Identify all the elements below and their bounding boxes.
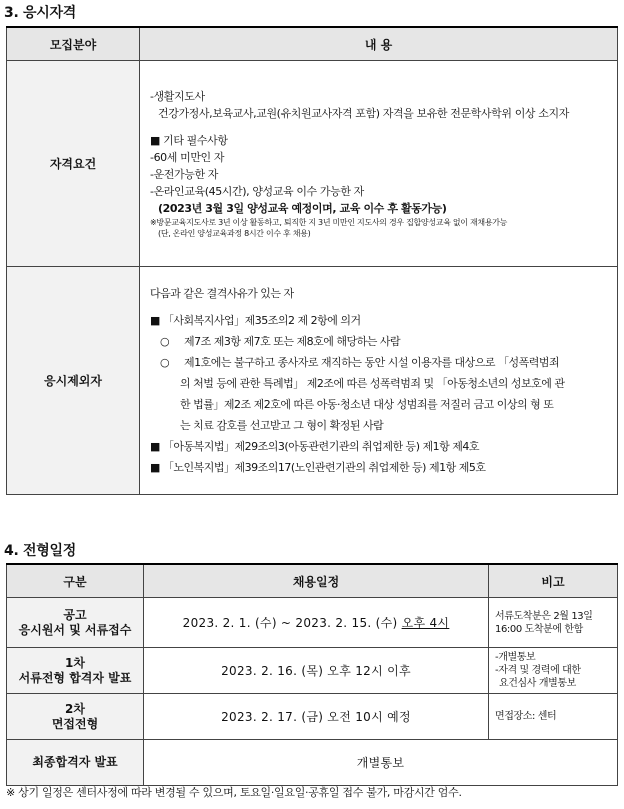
other-title: ■ 기타 필수사항 [150, 134, 228, 147]
row-announce-note-2: 16:00 도착분에 한함 [495, 623, 583, 635]
other-item-3: -온라인교육(45시간), 양성교육 이수 가능한 자 [150, 185, 364, 198]
exclusion-circle-2 [150, 352, 609, 373]
row-final-label: 최종합격자 발표 [7, 740, 144, 786]
row-first-note-3: 요건심사 개별통보 [499, 678, 576, 689]
row-second-note: 면접장소: 센터 [489, 694, 618, 740]
row-announce-label-2: 응시원서 및 서류접수 [18, 622, 132, 637]
circle-2-line-3: 한 법률」제2조 제2호에 따른 아동·청소년 대상 성범죄를 저질러 금고 이상의 형 또 [180, 398, 554, 411]
sched-header-category: 구분 [7, 564, 144, 598]
small-note-1: ※방문교육지도사로 3년 이상 활동하고, 퇴직한 지 3년 미만인 지도사의 경우 집합양성교육 없이 재채용가능 [150, 218, 508, 227]
row-announce-note [489, 598, 618, 648]
row-second-label-2: 면접전형 [51, 716, 99, 731]
bold-note: (2023년 3월 3일 양성교육 예정이며, 교육 이수 후 활동가능) [158, 202, 447, 215]
qualification-content [140, 61, 618, 267]
row-announce-label [7, 598, 144, 648]
qual-line-2: 건강가정사,보육교사,교원(유치원교사자격 포함) 자격을 보유한 전문학사학위 이상 소지자 [158, 107, 569, 120]
section3-title: 3. 응시자격 [4, 5, 76, 21]
exclusion-intro: 다음과 같은 결격사유가 있는 자 [150, 287, 294, 300]
row-final-schedule: 개별통보 [144, 740, 618, 786]
row-first-note-1: -개별통보 [495, 652, 536, 663]
exclusion-content [140, 267, 618, 495]
row-second-label-1: 2차 [65, 701, 85, 716]
qualification-table [6, 26, 618, 495]
row-first-label-1: 1차 [65, 655, 85, 670]
exclusion-circle-1 [150, 331, 609, 352]
row-first-note [489, 648, 618, 694]
section4-title: 4. 전형일정 [4, 543, 76, 559]
exclusion-label: 응시제외자 [7, 267, 140, 495]
row-first-label-2: 서류전형 합격자 발표 [18, 670, 132, 685]
small-note-2: (단, 온라인 양성교육과정 8시간 이수 후 채용) [158, 229, 311, 238]
row-second-schedule: 2023. 2. 17. (금) 오전 10시 예정 [144, 694, 489, 740]
circle-2-line-1: 제1호에는 불구하고 종사자로 재직하는 동안 시설 이용자를 대상으로 「성폭력범죄 [184, 356, 560, 369]
sched-header-schedule: 채용일정 [144, 564, 489, 598]
circle-bullet-icon: ○ [160, 335, 170, 348]
row-second-label [7, 694, 144, 740]
row-first-label [7, 648, 144, 694]
circle-2-line-4: 는 치료 감호를 선고받고 그 형이 확정된 사람 [180, 419, 384, 432]
row-announce-label-1: 공고 [63, 607, 87, 622]
header-content: 내 용 [140, 27, 618, 61]
exclusion-item-1: ■ 「사회복지사업」제35조의2 제 2항에 의거 [150, 314, 361, 327]
circle-bullet-icon: ○ [160, 356, 170, 369]
other-item-1: -60세 미만인 자 [150, 151, 225, 164]
sched-header-remarks: 비고 [489, 564, 618, 598]
other-item-2: -운전가능한 자 [150, 168, 219, 181]
qualification-label: 자격요건 [7, 61, 140, 267]
schedule-table [6, 563, 618, 786]
schedule-footnote: ※ 상기 일정은 센터사정에 따라 변경될 수 있으며, 토요일·일요일·공휴일 접수 불가, 마감시간 엄수. [6, 786, 462, 799]
row-announce-schedule [144, 598, 489, 648]
exclusion-item-2: ■ 「아동복지법」제29조의3(아동관련기관의 취업제한 등) 제1항 제4호 [150, 440, 479, 453]
circle-1-text: 제7조 제3항 제7호 또는 제8호에 해당하는 사람 [184, 335, 401, 348]
exclusion-item-3: ■ 「노인복지법」제39조의17(노인관련기관의 취업제한 등) 제1항 제5호 [150, 461, 486, 474]
row-first-schedule: 2023. 2. 16. (목) 오후 12시 이후 [144, 648, 489, 694]
row-announce-note-1: 서류도착분은 2월 13일 [495, 610, 593, 622]
row-announce-date: 2023. 2. 1. (수) ~ 2023. 2. 15. (수) [182, 616, 402, 630]
row-announce-deadline: 오후 4시 [401, 616, 450, 630]
circle-2-line-2: 의 처벌 등에 관한 특례법」 제2조에 따른 성폭력범죄 및 「아동청소년의 성보호에 관 [180, 377, 565, 390]
row-first-note-2: -자격 및 경력에 대한 [495, 665, 581, 676]
qual-line-1: -생활지도사 [150, 90, 205, 103]
header-field: 모집분야 [7, 27, 140, 61]
